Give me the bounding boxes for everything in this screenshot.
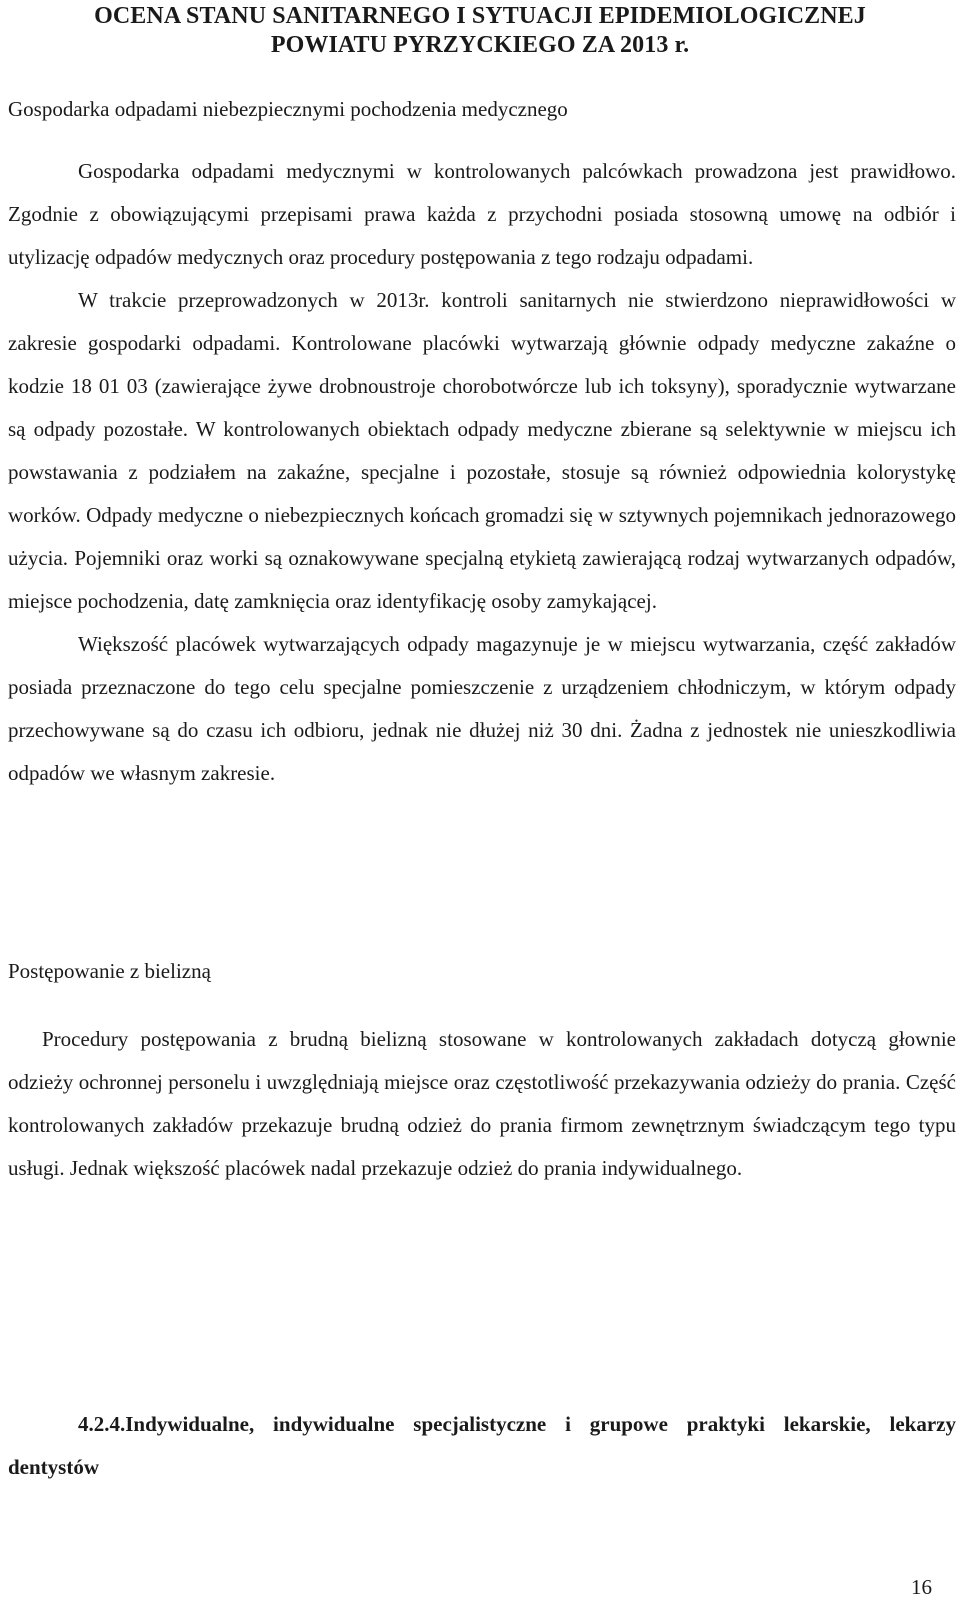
- section-heading-medical-practices: [8, 1403, 956, 1489]
- header-title-line-1: OCENA STANU SANITARNEGO I SYTUACJI EPIDEMIOLOGICZNEJ: [94, 3, 866, 29]
- document-header: [0, 2, 960, 60]
- section-heading-medical-waste: Gospodarka odpadami niebezpiecznymi pochodzenia medycznego: [8, 97, 568, 121]
- paragraph: W trakcie przeprowadzonych w 2013r. kontroli sanitarnych nie stwierdzono nieprawidłowości w zakresie gospodarki odpadami. Kontrolowane placówki wytwarzają głównie odpady medyczne zakaźne o kodzie 18 01 03 (zawierające żywe drobnoustroje chorobotwórcze lub ich toksyny), sporadycznie wytwarzane są odpady pozostałe. W kontrolowanych obiektach odpady medyczne zbierane są selektywnie w miejscu ich powstawania z podziałem na zakaźne, specjalne i pozostałe, stosuje są również odpowiednia kolorystykę worków. Odpady medyczne o niebezpiecznych końcach gromadzi się w sztywnych pojemnikach jednorazowego użycia. Pojemniki oraz worki są oznakowywane specjalną etykietą zawierającą rodzaj wytwarzanych odpadów, miejsce pochodzenia, datę zamknięcia oraz identyfikację osoby zamykającej.: [8, 288, 956, 613]
- section-body-linen: [8, 1018, 956, 1190]
- header-title-line-2: POWIATU PYRZYCKIEGO ZA 2013 r.: [270, 32, 690, 58]
- section-body-medical-waste: [8, 150, 956, 795]
- page-number: 16: [911, 1575, 932, 1599]
- section-heading-linen: Postępowanie z bielizną: [8, 959, 211, 983]
- paragraph: Większość placówek wytwarzających odpady magazynuje je w miejscu wytwarzania, część zakładów posiada przeznaczone do tego celu specjalne pomieszczenie z urządzeniem chłodniczym, w którym odpady przechowywane są do czasu ich odbioru, jednak nie dłużej niż 30 dni. Żadna z jednostek nie unieszkodliwia odpadów we własnym zakresie.: [8, 632, 956, 785]
- paragraph: Procedury postępowania z brudną bielizną stosowane w kontrolowanych zakładach dotyczą głownie odzieży ochronnej personelu i uwzględniają miejsce oraz częstotliwość przekazywania odzieży do prania. Część kontrolowanych zakładów przekazuje brudną odzież do prania firmom zewnętrznym świadczącym tego typu usługi. Jednak większość placówek nadal przekazuje odzież do prania indywidualnego.: [8, 1027, 956, 1180]
- section-heading-text: 4.2.4.Indywidualne, indywidualne specjalistyczne i grupowe praktyki lekarskie, lekarzy dentystów: [8, 1412, 956, 1479]
- paragraph: Gospodarka odpadami medycznymi w kontrolowanych palcówkach prowadzona jest prawidłowo. Zgodnie z obowiązującymi przepisami prawa każda z przychodni posiada stosowną umowę na odbiór i utylizację odpadów medycznych oraz procedury postępowania z tego rodzaju odpadami.: [8, 159, 956, 269]
